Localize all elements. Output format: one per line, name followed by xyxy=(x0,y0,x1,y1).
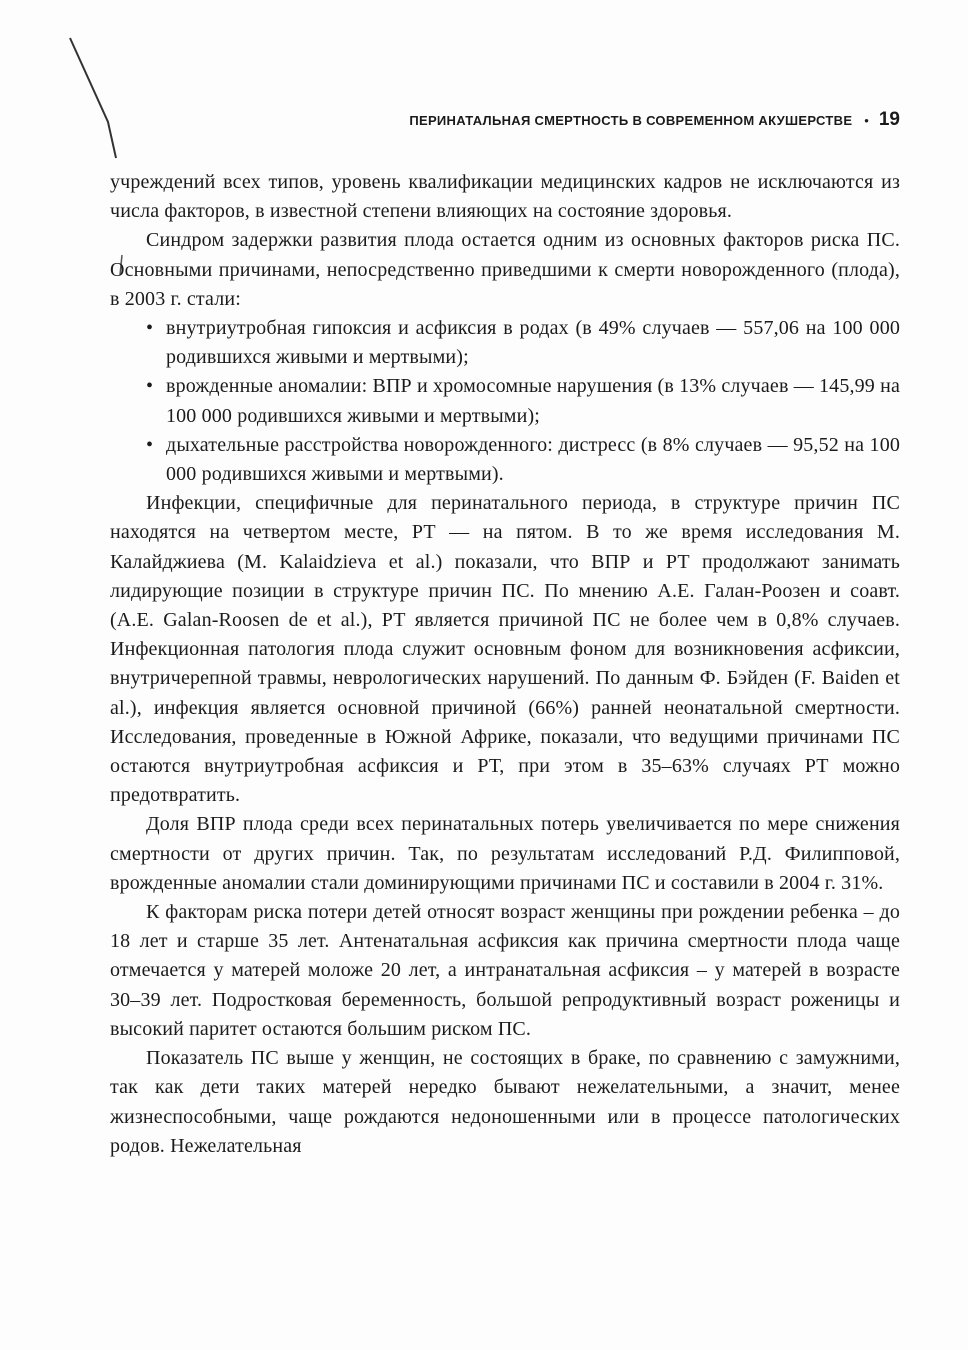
page-number: 19 xyxy=(878,109,900,130)
list-item-text: внутриутробная гипоксия и асфиксия в родах (в 49% случаев — 557,06 на 100 000 родившихся живыми и мертвыми); xyxy=(166,317,900,369)
causes-list xyxy=(110,314,900,489)
list-item xyxy=(146,314,900,372)
running-title: ПЕРИНАТАЛЬНАЯ СМЕРТНОСТЬ В СОВРЕМЕННОМ АКУШЕРСТВЕ xyxy=(409,112,853,128)
paragraph-5: К факторам риска потери детей относят возраст женщины при рождении ребенка – до 18 лет и старше 35 лет. Антенатальная асфиксия как причина смертности плода чаще отмечается у матерей моложе 20 лет, а интранатальная асфиксия – у матерей в возрасте 30–39 лет. Подростковая беременность, большой репродуктивный возраст роженицы и высокий паритет остаются большим риском ПС. xyxy=(110,901,900,1040)
paragraph-6: Показатель ПС выше у женщин, не состоящих в браке, по сравнению с замужними, так как дети таких матерей нередко бывают нежелательными, а значит, менее жизнеспособными, чаще рождаются недоношенными или в процессе патологических родов. Нежелательная xyxy=(110,1047,900,1157)
paragraph-1: учреждений всех типов, уровень квалификации медицинских кадров не исключаются из числа факторов, в известной степени влияющих на состояние здоровья. xyxy=(110,171,900,223)
list-bullet: • xyxy=(146,375,154,398)
list-item xyxy=(146,431,900,489)
list-item xyxy=(146,372,900,430)
list-bullet: • xyxy=(146,433,154,456)
list-item-text: дыхательные расстройства новорожденного: дистресс (в 8% случаев — 95,52 на 100 000 родившихся живыми и мертвыми). xyxy=(166,433,900,486)
paragraph-3: Инфекции, специфичные для перинатального периода, в структуре причин ПС находятся на четвертом месте, РТ — на пятом. В то же время исследования М. Калайджиева (M. Kalaidzieva et al.) показали, что ВПР и РТ продолжают занимать лидирующие позиции в структуре причин ПС. По мнению А.Е. Галан-Роозен и соавт. (A.E. Galan-Roosen de et al.), РТ является причиной ПС не более чем в 0,8% случаев. Инфекционная патология плода служит основным фоном для возникновения асфиксии, внутричерепной травмы, неврологических нарушений. По данным Ф. Бэйден (F. Baiden et al.), инфекция является основной причиной (66%) ранней неонатальной смертности. Исследования, проведенные в Южной Африке, показали, что ведущими причинами ПС остаются внутриутробная асфиксия и РТ, при этом в 35–63% случаях РТ можно предотвратить. xyxy=(110,492,900,807)
header-separator: • xyxy=(864,112,869,128)
list-item-text: врожденные аномалии: ВПР и хромосомные нарушения (в 13% случаев — 145,99 на 100 000 родившихся живыми и мертвыми); xyxy=(166,375,900,427)
running-header xyxy=(355,107,900,133)
body-text xyxy=(110,168,900,1161)
paragraph-4: Доля ВПР плода среди всех перинатальных потерь увеличивается по мере снижения смертности от других причин. Так, по результатам исследований Р.Д. Филипповой, врожденные аномалии стали доминирующими причинами ПС и составили в 2004 г. 31%. xyxy=(110,813,900,894)
list-bullet: • xyxy=(146,317,154,340)
paragraph-2: Синдром задержки развития плода остается одним из основных факторов риска ПС. Основными причинами, непосредственно приведшими к смерти новорожденного (плода), в 2003 г. стали: xyxy=(110,229,900,310)
